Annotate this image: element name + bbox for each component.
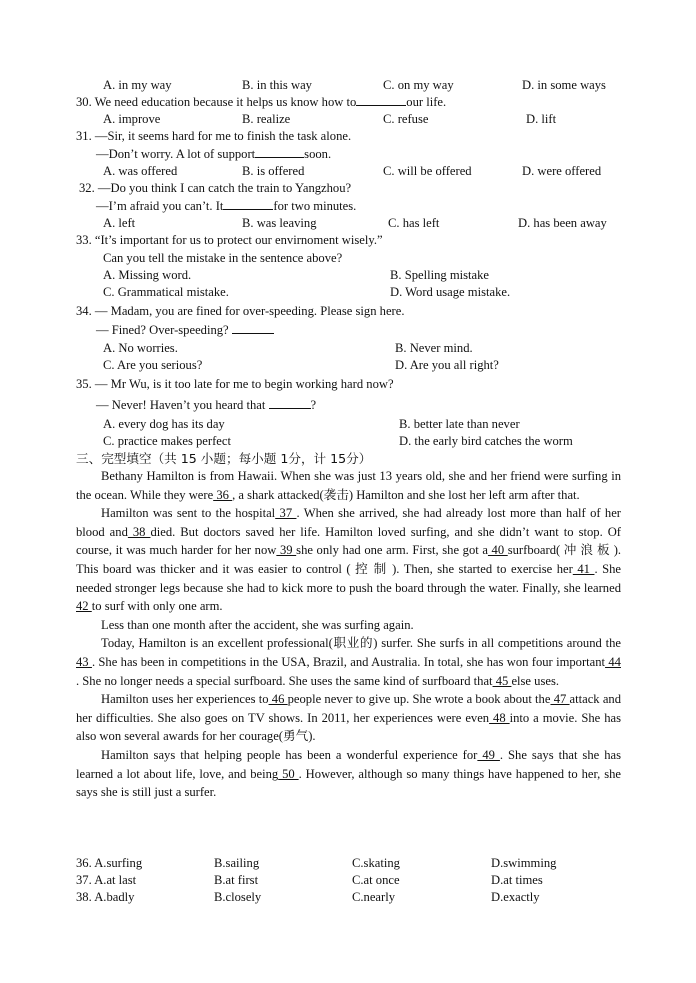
q31-option-a: A. was offered [103, 164, 178, 178]
blank-37: 37 [275, 506, 297, 521]
q34-blank [232, 322, 274, 334]
q36-option-b: B.sailing [214, 856, 260, 870]
q37-option-d: D.at times [491, 873, 543, 887]
q30-blank [356, 94, 406, 106]
q29-option-b: B. in this way [242, 78, 312, 92]
passage-paragraph-6: Hamilton says that helping people has been a wonderful experience for 49 . She says that she has learned a lot about life, love, and being 50 . However, although so many things have happened to her, she says she is still just a surfer. [76, 747, 622, 800]
q35-line1: 35. — Mr Wu, is it too late for me to begin working hard now? [76, 377, 394, 391]
q34-option-b: B. Never mind. [395, 341, 473, 355]
q34-line2: — Fined? Over-speeding? [96, 322, 274, 339]
blank-49: 49 [477, 747, 500, 762]
passage-paragraph-4: Today, Hamilton is an excellent professional(职业的) surfer. She surfs in all competitions around the 43 . She has been in competitions in the USA, Brazil, and Australia. In total, she has won four important 44 . She no longer needs a special surfboard. She uses the same kind of surfboard that 45 else uses. [76, 636, 621, 688]
blank-48: 48 [489, 710, 510, 725]
q33-line2: Can you tell the mistake in the sentence above? [103, 251, 343, 265]
q30-option-d: D. lift [526, 112, 557, 126]
blank-45: 45 [492, 673, 512, 688]
blank-50: 50 [278, 766, 299, 781]
q31-blank [255, 146, 304, 158]
q32-line1: 32. —Do you think I can catch the train to Yangzhou? [79, 181, 352, 195]
q31-option-d: D. were offered [522, 164, 602, 178]
passage-paragraph-1: Bethany Hamilton is from Hawaii. When she was just 13 years old, she and her friend were surfing in the ocean. While they were 36 , a shark attacked(袭击) Hamilton and she lost her left arm after that. [76, 469, 621, 502]
passage-paragraph-3: Less than one month after the accident, she was surfing again. [101, 617, 414, 632]
q35-option-d: D. the early bird catches the worm [399, 434, 573, 448]
q36-option-a: 36. A.surfing [76, 856, 143, 870]
q29-option-a: A. in my way [103, 78, 172, 92]
q34-option-d: D. Are you all right? [395, 358, 499, 372]
passage-paragraph-5: Hamilton uses her experiences to 46 people never to give up. She wrote a book about the 47 attack and her difficulties. She also goes on TV shows. In 2011, her experiences were even 48 into a movie. She has also won several awards for her courage(勇气). [76, 692, 622, 744]
section-3-heading: 三、完型填空（共 15 小题；每小题 1分，计 15分） [76, 451, 372, 466]
q32-option-b: B. was leaving [242, 216, 317, 230]
blank-36: 36 [213, 487, 233, 502]
q32-line2: —I’m afraid you can’t. It for two minutes. [96, 199, 357, 213]
q31-line2: —Don’t worry. A lot of support soon. [96, 147, 332, 161]
q30-stem: 30. We need education because it helps us know how to our life. [76, 95, 447, 109]
q38-option-b: B.closely [214, 890, 262, 904]
blank-46: 46 [268, 692, 288, 707]
blank-47: 47 [550, 692, 570, 707]
q35-blank [269, 397, 311, 409]
q31-line1: 31. —Sir, it seems hard for me to finish the task alone. [76, 129, 352, 143]
blank-43: 43 [76, 654, 92, 669]
q30-option-c: C. refuse [383, 112, 429, 126]
q34-line1: 34. — Madam, you are fined for over-speeding. Please sign here. [76, 304, 405, 318]
q35-option-a: A. every dog has its day [103, 417, 225, 431]
q35-line2: — Never! Haven’t you heard that ? [96, 398, 317, 412]
q30-option-b: B. realize [242, 112, 291, 126]
cloze-passage [76, 467, 621, 802]
q34-option-c: C. Are you serious? [103, 358, 203, 372]
blank-38: 38 [127, 524, 151, 539]
q29-option-d: D. in some ways [522, 78, 606, 92]
q35-option-c: C. practice makes perfect [103, 434, 231, 448]
q38-option-a: 38. A.badly [76, 890, 135, 904]
q37-option-b: B.at first [214, 873, 259, 887]
q32-option-a: A. left [103, 216, 136, 230]
q36-option-d: D.swimming [491, 856, 557, 870]
q31-option-c: C. will be offered [383, 164, 472, 178]
q32-option-c: C. has left [388, 216, 440, 230]
q29-option-c: C. on my way [383, 78, 454, 92]
q32-option-d: D. has been away [518, 216, 607, 230]
q32-blank [223, 198, 273, 210]
q33-option-d: D. Word usage mistake. [390, 285, 511, 299]
blank-41: 41 [572, 561, 595, 576]
q33-line1: 33. “It’s important for us to protect our envirnoment wisely.” [76, 233, 383, 247]
q35-option-b: B. better late than never [399, 417, 520, 431]
q36-option-c: C.skating [352, 856, 400, 870]
passage-paragraph-2: Hamilton was sent to the hospital 37 . When she arrived, she had already lost more than half of her blood and 38 died. But doctors saved her life. Hamilton loved surfing, and she didn’t want to stop. Of course, it was much harder for her now 39 she only had one arm. First, she got a 40 surfboard( 冲 浪 板 ). This board was thicker and it was easier to control ( 控 制 ). Then, she started to exercise her 41 . She needed stronger legs because she had to kick more to push the board through the water. Finally, she learned 42 to surf with only one arm. [76, 506, 622, 614]
q33-option-a: A. Missing word. [103, 268, 192, 282]
q33-option-b: B. Spelling mistake [390, 268, 489, 282]
blank-42: 42 [76, 599, 92, 614]
q31-option-b: B. is offered [242, 164, 305, 178]
blank-39: 39 [276, 543, 297, 558]
q38-option-d: D.exactly [491, 890, 540, 904]
q37-option-c: C.at once [352, 873, 400, 887]
q38-option-c: C.nearly [352, 890, 396, 904]
blank-44: 44 [605, 654, 621, 669]
q30-option-a: A. improve [103, 112, 161, 126]
q34-option-a: A. No worries. [103, 341, 178, 355]
blank-40: 40 [487, 543, 508, 558]
q33-option-c: C. Grammatical mistake. [103, 285, 229, 299]
q37-option-a: 37. A.at last [76, 873, 137, 887]
